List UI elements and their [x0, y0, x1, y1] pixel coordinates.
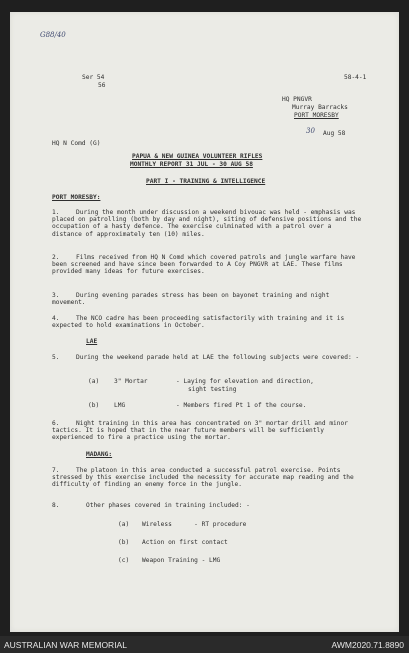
list-item-detail: - Members fired Pt 1 of the course.: [176, 402, 307, 409]
list-item-text: Wireless - RT procedure: [142, 521, 247, 528]
part-heading: PART I - TRAINING & INTELLIGENCE: [146, 178, 266, 185]
archive-name: AUSTRALIAN WAR MEMORIAL: [4, 640, 127, 650]
serial-sub: 56: [98, 82, 106, 89]
paragraph-2: Films received from HQ N Comd which covered patrols and jungle warfare have been screened and have since been forwarded to A Coy PNGVR at LAE. These films provided many ideas for future exercises.: [52, 254, 356, 276]
date-text: Aug 58: [323, 130, 346, 137]
place: PORT MORESBY: [294, 112, 339, 119]
list-item-letter: (a): [88, 378, 100, 385]
document-title: PAPUA & NEW GUINEA VOLUNTEER RIFLES: [132, 153, 263, 160]
addressee: HQ N Comd (G): [52, 140, 101, 147]
list-item-subject: LMG: [114, 402, 126, 409]
list-item-letter: (c): [118, 557, 130, 564]
paragraph-7: The platoon in this area conducted a successful patrol exercise. Points stressed by this exercise included the necessity for accurate map reading and the difficulty of finding an enemy force in the jungle.: [52, 467, 354, 489]
paragraph-number: 2.: [52, 254, 60, 261]
section-heading-lae: LAE: [86, 338, 98, 345]
section-heading-madang: MADANG:: [86, 451, 113, 458]
paragraph-number: 7.: [52, 467, 60, 474]
serial-label: Ser 54: [82, 74, 105, 81]
document-page: [10, 12, 399, 632]
file-reference: G88/40: [40, 31, 66, 39]
paragraph-number: 1.: [52, 209, 60, 216]
paragraph-4: The NCO cadre has been proceeding satisfactorily with training and it is expected to hold examinations in October.: [52, 315, 345, 330]
paragraph-number: 5.: [52, 354, 60, 361]
paragraph-number: 4.: [52, 315, 60, 322]
list-item-text: Action on first contact: [142, 539, 228, 546]
report-period: MONTHLY REPORT 31 JUL - 30 AUG 58: [130, 161, 253, 168]
paragraph-number: 8.: [52, 502, 60, 509]
paragraph-1: During the month under discussion a weekend bivouac was held - emphasis was placed on patrolling (both by day and night), siting of defensive positions and the occupation of a hasty defence. The exercise culminated with a patrol over a distance of approximately ten (10) miles.: [52, 209, 362, 238]
list-item-text: Weapon Training - LMG: [142, 557, 221, 564]
list-item-letter: (b): [88, 402, 100, 409]
date-day: 30: [306, 127, 315, 135]
list-item-subject: 3" Mortar: [114, 378, 148, 385]
paragraph-6: Night training in this area has concentrated on 3" mortar drill and minor tactics. It is hoped that in the near future members will be sufficiently experienced to fire a practice using the mortar.: [52, 420, 348, 442]
paragraph-8: Other phases covered in training included: -: [86, 502, 250, 509]
paragraph-3: During evening parades stress has been on bayonet training and night movement.: [52, 292, 330, 307]
list-item-detail: - Laying for elevation and direction,: [176, 378, 314, 385]
location: Murray Barracks: [292, 104, 348, 111]
from-unit: HQ PNGVR: [282, 96, 312, 103]
paragraph-number: 6.: [52, 420, 60, 427]
section-heading-port-moresby: PORT MORESBY:: [52, 194, 101, 201]
list-item-detail-cont: sight testing: [188, 386, 237, 393]
paragraph-number: 3.: [52, 292, 60, 299]
list-item-letter: (a): [118, 521, 130, 528]
list-item-letter: (b): [118, 539, 130, 546]
paragraph-5: During the weekend parade held at LAE the following subjects were covered: -: [76, 354, 360, 361]
document-reference: 58-4-1: [344, 74, 367, 81]
archive-item-id: AWM2020.71.8890: [331, 640, 404, 650]
archive-footer: [0, 636, 409, 653]
